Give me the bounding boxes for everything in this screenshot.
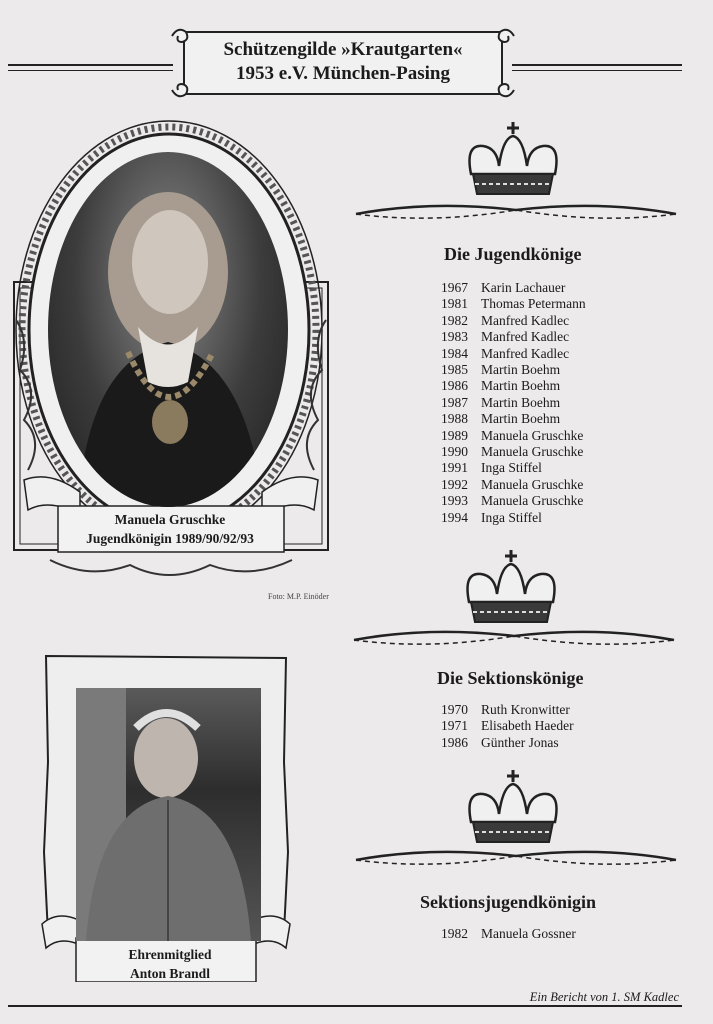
photo2-caption-line2: Anton Brandl [130, 966, 210, 981]
portrait-photo-manuela-gruschke [48, 152, 288, 507]
list-item [441, 378, 586, 394]
list-item-year: 1992 [441, 476, 468, 492]
list-item [441, 329, 586, 345]
header-line-1: Schützengilde »Krautgarten« [223, 39, 463, 60]
list-item-year: 1988 [441, 411, 468, 427]
photo-credit: Foto: M.P. Einöder [268, 592, 329, 601]
header-rule-left-thin [8, 70, 173, 71]
list-item-name: Günther Jonas [481, 734, 559, 750]
garland-divider [352, 196, 680, 224]
list-item-name: Manuela Gruschke [481, 427, 584, 443]
list-item [441, 444, 586, 460]
list-item-year: 1986 [441, 734, 468, 750]
list-item [441, 735, 574, 751]
list-jugendkoenige [441, 280, 586, 526]
list-item-year: 1989 [441, 427, 468, 443]
section-title-sektionskoenige: Die Sektionskönige [437, 668, 584, 688]
list-item-name: Manfred Kadlec [481, 345, 570, 361]
list-item [441, 477, 586, 493]
crown-icon [463, 768, 563, 850]
portrait-silhouette-2 [76, 688, 261, 941]
list-item [441, 313, 586, 329]
list-item [441, 280, 586, 296]
list-item-year: 1990 [441, 444, 468, 460]
list-item-name: Ruth Kronwitter [481, 702, 570, 717]
footer-author-note: Ein Bericht von 1. SM Kadlec [529, 990, 679, 1004]
list-item [441, 362, 586, 378]
garland-divider [352, 842, 680, 870]
list-item-name: Manfred Kadlec [481, 312, 570, 328]
list-item [441, 411, 586, 427]
list-item-name: Manuela Gossner [481, 926, 576, 941]
list-item-name: Manfred Kadlec [481, 329, 570, 345]
list-item [441, 296, 586, 312]
list-item [441, 395, 586, 411]
photo1-caption-title: Jugendkönigin 1989/90/92/93 [86, 531, 254, 546]
list-item-year: 1994 [441, 509, 468, 525]
list-item-year: 1985 [441, 362, 468, 378]
list-item-name: Inga Stiffel [481, 460, 542, 476]
list-item-name: Inga Stiffel [481, 509, 542, 525]
list-item [441, 718, 574, 734]
list-item [441, 702, 574, 718]
crown-icon [461, 548, 561, 630]
list-item-name: Elisabeth Haeder [481, 718, 574, 734]
photo2-caption [70, 945, 270, 983]
portrait-photo-anton-brandl [76, 688, 261, 941]
header-rule-right [512, 64, 682, 66]
list-item-name: Martin Boehm [481, 394, 561, 410]
crown-icon [463, 120, 563, 202]
header-title [180, 38, 506, 86]
section-title-jugendkoenige: Die Jugendkönige [444, 244, 582, 264]
list-item-name: Karin Lachauer [481, 280, 566, 295]
list-item-year: 1971 [441, 718, 468, 734]
list-item-name: Martin Boehm [481, 362, 561, 378]
list-item-name: Martin Boehm [481, 378, 561, 394]
list-item-year: 1987 [441, 394, 468, 410]
list-item-year: 1984 [441, 345, 468, 361]
list-item [441, 428, 586, 444]
list-item-name: Manuela Gruschke [481, 476, 584, 492]
portrait-silhouette [48, 152, 288, 507]
list-item-name: Manuela Gruschke [481, 444, 584, 460]
list-item-year: 1982 [441, 312, 468, 328]
header-line-2: 1953 e.V. München-Pasing [236, 63, 450, 84]
list-item [441, 926, 576, 942]
list-item [441, 346, 586, 362]
list-item-year: 1991 [441, 460, 468, 476]
list-item-name: Martin Boehm [481, 411, 561, 427]
list-item-name: Manuela Gruschke [481, 493, 584, 509]
photo1-caption [60, 510, 280, 548]
list-item [441, 460, 586, 476]
footer-rule [8, 1005, 682, 1007]
list-sektionskoenige [441, 702, 574, 751]
header-rule-left [8, 64, 173, 66]
list-sektionsjugendkoenigin [441, 926, 576, 942]
list-item-year: 1983 [441, 329, 468, 345]
list-item [441, 510, 586, 526]
list-item [441, 493, 586, 509]
list-item-year: 1982 [441, 926, 468, 941]
list-item-year: 1986 [441, 378, 468, 394]
list-item-year: 1967 [441, 280, 468, 295]
list-item-year: 1981 [441, 296, 468, 312]
list-item-year: 1970 [441, 702, 468, 717]
header-rule-right-thin [512, 70, 682, 71]
garland-divider [350, 622, 678, 650]
photo2-caption-line1: Ehrenmitglied [128, 947, 212, 962]
list-item-name: Thomas Petermann [481, 296, 586, 312]
list-item-year: 1993 [441, 493, 468, 509]
photo1-caption-name: Manuela Gruschke [114, 512, 226, 527]
section-title-sektionsjugendkoenigin: Sektionsjugendkönigin [420, 892, 597, 912]
